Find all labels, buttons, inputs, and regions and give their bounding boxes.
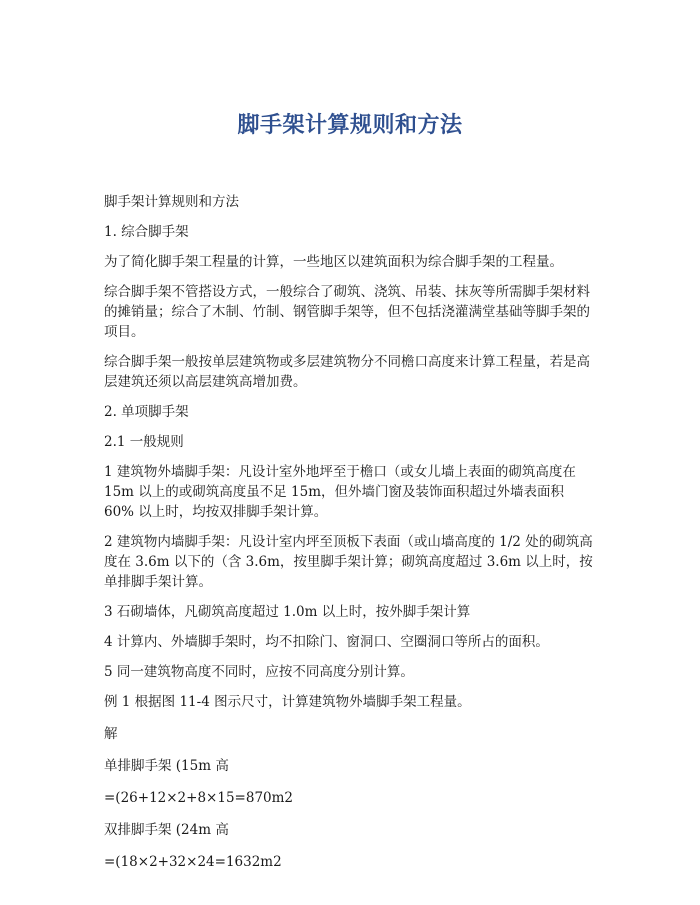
- document-body: [104, 192, 594, 884]
- solution-label: 解: [104, 726, 118, 742]
- rule-item-3: 3 石砌墙体，凡砌筑高度超过 1.0m 以上时，按外脚手架计算: [104, 604, 471, 620]
- paragraph: 综合脚手架不管搭设方式，一般综合了砌筑、浇筑、吊装、抹灰等所需脚手架材料的摊销量；综合了木制、竹制、钢管脚手架等，但不包括浇灌满堂基础等脚手架的项目。: [104, 284, 590, 340]
- rule-item-2: 2 建筑物内墙脚手架：凡设计室内坪至顶板下表面（或山墙高度的 1/2 处的砌筑高度在 3.6m 以下的（含 3.6m，按里脚手架计算；砌筑高度超过 3.6m 以上时，按单排脚手架计算。: [104, 534, 593, 590]
- example-statement: 例 1 根据图 11-4 图示尺寸，计算建筑物外墙脚手架工程量。: [104, 694, 471, 710]
- rule-item-5: 5 同一建筑物高度不同时，应按不同高度分别计算。: [104, 664, 414, 680]
- subsection-heading-2-1: 2.1 一般规则: [104, 434, 184, 450]
- calc-formula-single: =(26+12×2+8×15=870m2: [104, 790, 294, 806]
- section-heading-2: 2. 单项脚手架: [104, 404, 189, 420]
- calc-label-double: 双排脚手架 (24m 高: [104, 822, 229, 838]
- paragraph: 综合脚手架一般按单层建筑物或多层建筑物分不同檐口高度来计算工程量，若是高层建筑还须以高层建筑高增加费。: [104, 354, 590, 390]
- section-heading-1: 1. 综合脚手架: [104, 224, 189, 240]
- rule-item-4: 4 计算内、外墙脚手架时，均不扣除门、窗洞口、空圈洞口等所占的面积。: [104, 634, 549, 650]
- rule-item-1: 1 建筑物外墙脚手架：凡设计室外地坪至于檐口（或女儿墙上表面的砌筑高度在 15m 以上的或砌筑高度虽不足 15m，但外墙门窗及装饰面积超过外墙表面积 60% 以上时，均按双排脚手架计算。: [104, 464, 576, 520]
- calc-label-single: 单排脚手架 (15m 高: [104, 758, 229, 774]
- paragraph-intro: 脚手架计算规则和方法: [104, 194, 239, 210]
- page-title: 脚手架计算规则和方法: [237, 112, 463, 138]
- paragraph: 为了简化脚手架工程量的计算，一些地区以建筑面积为综合脚手架的工程量。: [104, 254, 563, 270]
- calc-formula-double: =(18×2+32×24=1632m2: [104, 854, 282, 870]
